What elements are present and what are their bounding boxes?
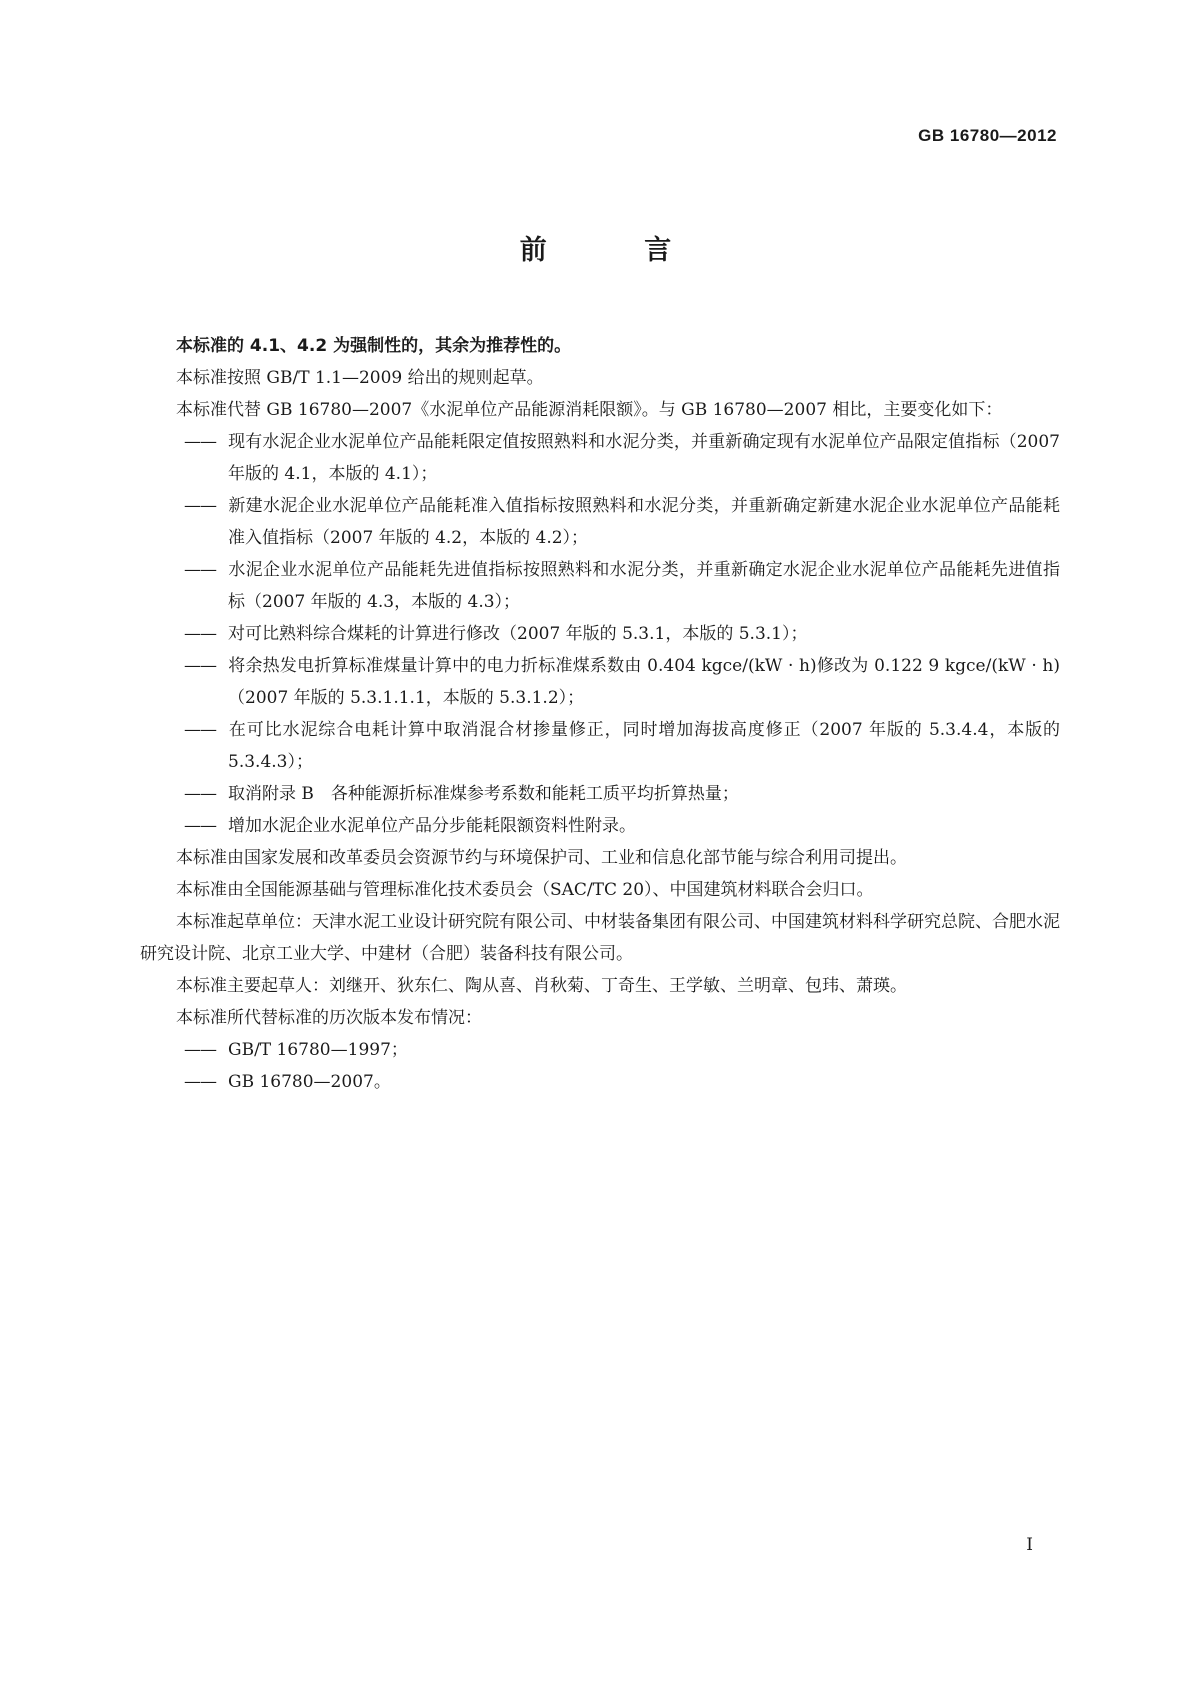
history-intro-paragraph: 本标准所代替标准的历次版本发布情况：: [176, 1008, 482, 1028]
change-item: —— 现有水泥企业水泥单位产品能耗限定值按照熟料和水泥分类，并重新确定现有水泥单位产品限定值指标（2007 年版的 4.1，本版的 4.1）；: [140, 426, 1060, 490]
mandatory-clause-paragraph: 本标准的 4.1、4.2 为强制性的，其余为推荐性的。: [176, 336, 572, 356]
dash-marker: ——: [184, 656, 216, 676]
change-item: —— 取消附录 B 各种能源折标准煤参考系数和能耗工质平均折算热量；: [140, 778, 1060, 810]
dash-marker: ——: [184, 624, 216, 644]
history-item: —— GB 16780—2007。: [140, 1066, 1060, 1098]
drafting-rules-paragraph: 本标准按照 GB/T 1.1—2009 给出的规则起草。: [176, 368, 544, 388]
dash-marker: ——: [184, 496, 216, 516]
standard-number: GB 16780—2012: [918, 126, 1057, 145]
change-item: —— 将余热发电折算标准煤量计算中的电力折标准煤系数由 0.404 kgce/(kW · h)修改为 0.122 9 kgce/(kW · h)（2007 年版的 5.3.1.1.1，本版的 5.3.1.2）；: [140, 650, 1060, 714]
change-item: —— 在可比水泥综合电耗计算中取消混合材掺量修正，同时增加海拔高度修正（2007 年版的 5.3.4.4，本版的 5.3.4.3）；: [140, 714, 1060, 778]
change-item: —— 增加水泥企业水泥单位产品分步能耗限额资料性附录。: [140, 810, 1060, 842]
history-item: —— GB/T 16780—1997；: [140, 1034, 1060, 1066]
foreword-body: [140, 330, 1060, 1098]
dash-marker: ——: [184, 432, 216, 452]
dash-marker: ——: [184, 816, 216, 836]
page-title: 前 言: [519, 235, 716, 266]
dash-marker: ——: [184, 720, 216, 740]
dash-marker: ——: [184, 560, 216, 580]
administrator-paragraph: 本标准由全国能源基础与管理标准化技术委员会（SAC/TC 20）、中国建筑材料联合会归口。: [176, 880, 874, 900]
drafting-units-paragraph: 本标准起草单位：天津水泥工业设计研究院有限公司、中材装备集团有限公司、中国建筑材料科学研究总院、合肥水泥研究设计院、北京工业大学、中建材（合肥）装备科技有限公司。: [140, 912, 1060, 964]
replacement-paragraph: 本标准代替 GB 16780—2007《水泥单位产品能源消耗限额》。与 GB 16780—2007 相比，主要变化如下：: [176, 400, 1003, 420]
page-number: I: [1026, 1535, 1033, 1555]
change-item: —— 新建水泥企业水泥单位产品能耗准入值指标按照熟料和水泥分类，并重新确定新建水泥企业水泥单位产品能耗准入值指标（2007 年版的 4.2，本版的 4.2）；: [140, 490, 1060, 554]
drafters-paragraph: 本标准主要起草人：刘继开、狄东仁、陶从喜、肖秋菊、丁奇生、王学敏、兰明章、包玮、萧瑛。: [176, 976, 907, 996]
proposer-paragraph: 本标准由国家发展和改革委员会资源节约与环境保护司、工业和信息化部节能与综合利用司提出。: [176, 848, 907, 868]
dash-marker: ——: [184, 784, 216, 804]
dash-marker: ——: [184, 1040, 216, 1060]
dash-marker: ——: [184, 1072, 216, 1092]
change-item: —— 水泥企业水泥单位产品能耗先进值指标按照熟料和水泥分类，并重新确定水泥企业水泥单位产品能耗先进值指标（2007 年版的 4.3，本版的 4.3）；: [140, 554, 1060, 618]
change-item: —— 对可比熟料综合煤耗的计算进行修改（2007 年版的 5.3.1，本版的 5.3.1）；: [140, 618, 1060, 650]
